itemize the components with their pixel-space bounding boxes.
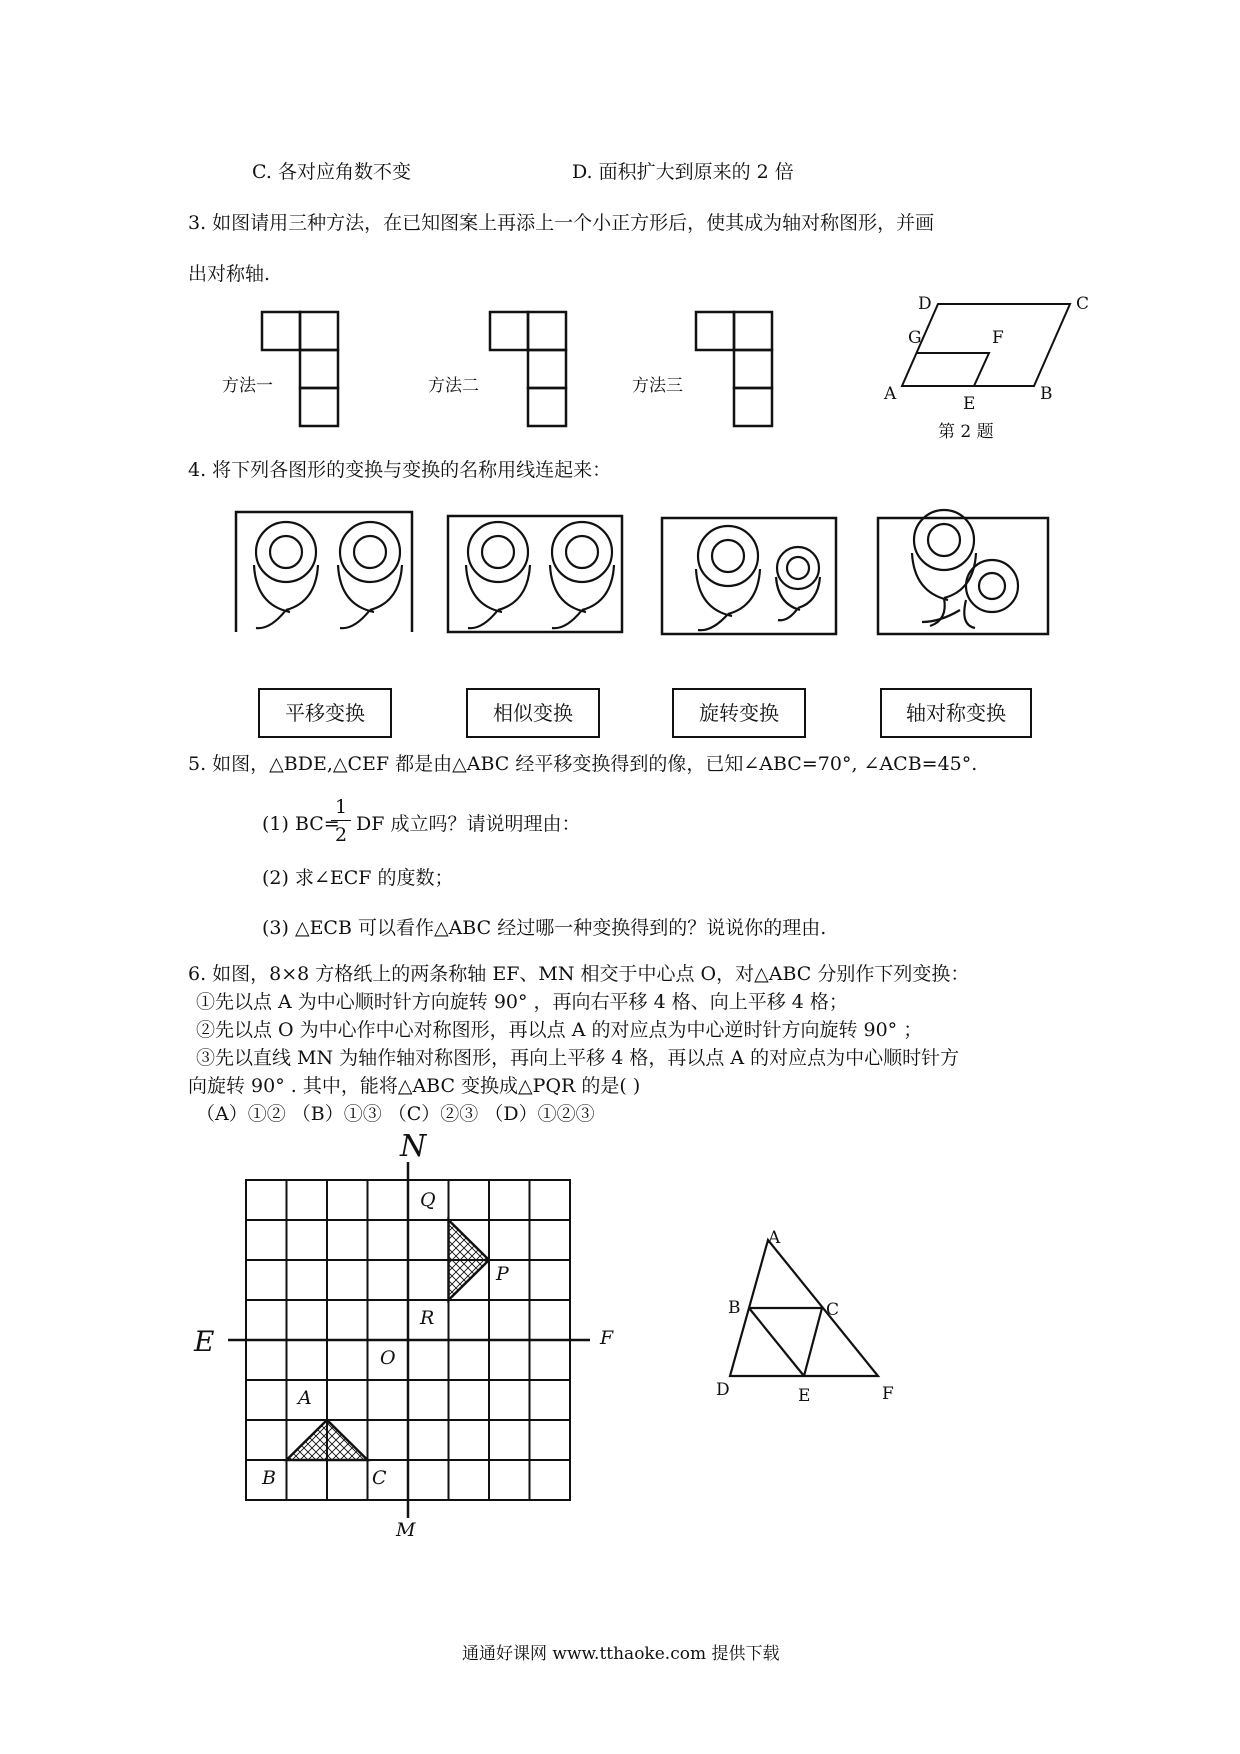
fig-label-e: E	[963, 394, 976, 414]
q3-text-line1: 3. 如图请用三种方法，在已知图案上再添上一个小正方形后，使其成为轴对称图形，并画	[188, 212, 935, 234]
name-box-rotation: 旋转变换	[672, 688, 806, 738]
label-b: B	[262, 1467, 276, 1489]
fig-label-a: A	[884, 384, 897, 404]
tri-label-e: E	[798, 1386, 811, 1406]
fig-label-b: B	[1040, 384, 1053, 404]
q6-line2: ①先以点 A 为中心顺时针方向旋转 90° ，再向右平移 4 格、向上平移 4 格；	[196, 991, 848, 1013]
q6-choices: （A）①② （B）①③ （C）②③ （D）①②③	[196, 1103, 595, 1125]
name-box-axial-symmetry: 轴对称变换	[880, 688, 1032, 738]
tri-label-c: C	[826, 1300, 840, 1320]
name-box-similarity: 相似变换	[466, 688, 600, 738]
tri-label-d: D	[716, 1380, 730, 1400]
q5-sub1-prefix: (1) BC=	[262, 813, 340, 835]
fig-label-f: F	[992, 328, 1004, 348]
q6-line3: ②先以点 O 为中心作中心对称图形，再以点 A 的对应点为中心逆时针方向旋转 90° ；	[196, 1019, 923, 1041]
axis-label-n: N	[400, 1129, 427, 1164]
tri-label-b: B	[728, 1298, 741, 1318]
fraction-numerator: 1	[334, 796, 348, 818]
option-c: C. 各对应角数不变	[252, 161, 411, 183]
fig-label-g: G	[908, 328, 922, 348]
q5-sub2: (2) 求∠ECF 的度数；	[262, 867, 454, 889]
axis-label-e: E	[194, 1325, 215, 1358]
tri-label-f: F	[882, 1384, 894, 1404]
label-q: Q	[420, 1189, 436, 1211]
fig-caption: 第 2 题	[938, 422, 994, 442]
axis-label-f: F	[600, 1327, 614, 1349]
footer-text: 通通好课网 www.tthaoke.com 提供下载	[462, 1644, 780, 1664]
label-a: A	[298, 1387, 312, 1409]
q5-sub1-suffix: DF 成立吗？请说明理由：	[356, 813, 581, 835]
q4-text: 4. 将下列各图形的变换与变换的名称用线连起来：	[188, 459, 612, 481]
method1-label: 方法一	[222, 376, 273, 396]
q6-line5: 向旋转 90° . 其中，能将△ABC 变换成△PQR 的是( )	[188, 1075, 641, 1097]
option-d: D. 面积扩大到原来的 2 倍	[572, 161, 794, 183]
name-box-translation: 平移变换	[258, 688, 392, 738]
fraction-denominator: 2	[334, 824, 348, 846]
q5-sub3: (3) △ECB 可以看作△ABC 经过哪一种变换得到的？说说你的理由.	[262, 917, 827, 939]
method3-label: 方法三	[632, 376, 683, 396]
q3-text-line2: 出对称轴.	[188, 263, 271, 285]
tri-label-a: A	[768, 1228, 781, 1248]
q5-text: 5. 如图，△BDE,△CEF 都是由△ABC 经平移变换得到的像，已知∠ABC=70°, ∠ACB=45°.	[188, 753, 978, 775]
label-o: O	[380, 1347, 396, 1369]
method2-label: 方法二	[428, 376, 479, 396]
fig-label-d: D	[918, 294, 932, 314]
q6-line1: 6. 如图，8×8 方格纸上的两条称轴 EF、MN 相交于中心点 O，对△ABC 分别作下列变换：	[188, 963, 970, 985]
label-c: C	[372, 1467, 387, 1489]
label-r: R	[420, 1307, 435, 1329]
axis-label-m: M	[396, 1519, 416, 1541]
q6-line4: ③先以直线 MN 为轴作轴对称图形，再向上平移 4 格，再以点 A 的对应点为中心顺时针方	[196, 1047, 960, 1069]
label-p: P	[496, 1263, 509, 1285]
fig-label-c: C	[1076, 294, 1090, 314]
